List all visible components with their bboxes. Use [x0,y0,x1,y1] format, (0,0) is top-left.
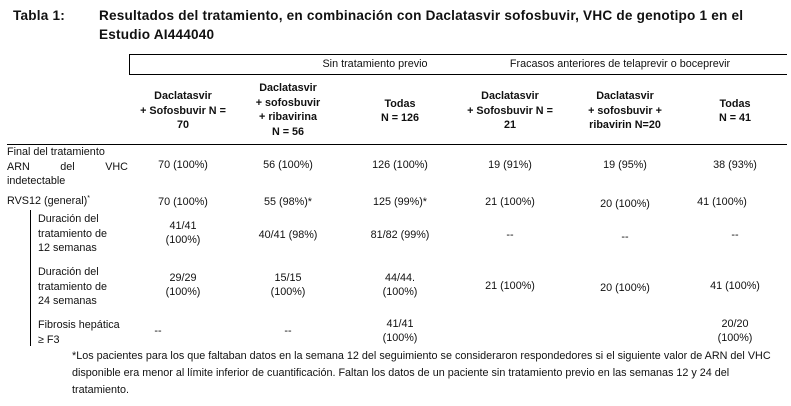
table-cell: 40/41 (98%) [258,228,318,241]
table-footnote: *Los pacientes para los que faltaban datos en la semana 12 del seguimiento se consideraron respondedores si el siguiente valor de ARN del VHC disponible era menor al límite inferior de cuantificación. Faltan los datos de un paciente sin tratamiento previo en las semanas 12 y 24 del tratamiento. [72,350,771,396]
table-cell: 20 (100%) [600,281,650,294]
column-header: Todas N = 41 [718,97,752,124]
table-cell: 81/82 (99%) [370,228,430,241]
group-rule [129,74,787,75]
row-label: Final del tratamiento ARN del VHC indetectable [7,146,128,187]
table-cell: -- [731,228,739,241]
row-label: Duración del tratamiento de 12 semanas [38,213,108,254]
table-cell: 44/44. (100%) [382,271,418,298]
table-cell: 21 (100%) [485,279,535,292]
table-cell [455,322,565,340]
table-cell: 55 (98%)* [263,195,312,208]
column-header: Todas N = 126 [380,97,420,124]
table-cell: -- [621,230,629,243]
table-cell: 15/15 (100%) [270,271,306,298]
table-cell: -- [506,228,514,241]
table-cell: 70 (100%) [158,195,208,208]
table-cell: 41 (100%) [697,195,747,208]
table-title: Resultados del tratamiento, en combinación con Daclatasvir sofosbuvir, VHC de genotipo 1 en el Estudio AI444040 [99,8,744,42]
table-cell: 20 (100%) [600,197,650,210]
table-cell: 38 (93%) [713,158,757,171]
table-cell: 56 (100%) [263,158,313,171]
column-header: Daclatasvir + Sofosbuvir N = 21 [467,90,553,132]
table-number: Tabla 1: [13,8,65,23]
table-cell: 19 (95%) [603,158,647,171]
table-cell: 21 (100%) [485,195,535,208]
table-cell: 19 (91%) [488,158,532,171]
table-cell: 70 (100%) [158,158,208,171]
table-cell: 41 (100%) [710,279,760,292]
table-cell [570,322,680,340]
group-header-failures: Fracasos anteriores de telaprevir o boceprevir [509,58,731,70]
group-header-naive: Sin tratamiento previo [322,58,428,70]
table-cell: -- [154,324,162,337]
column-header: Daclatasvir + sofosbuvir + ribavirin N=20 [588,90,662,132]
stub-rule [30,210,31,346]
table-top-rule [129,54,787,55]
row-label: Duración del tratamiento de 24 semanas [38,266,108,307]
table-cell: 20/20 (100%) [717,317,753,344]
table-cell: -- [284,324,292,337]
table-cell: 41/41 (100%) [382,317,418,344]
column-header: Daclatasvir + sofosbuvir + ribavirina N = 56 [255,82,321,138]
table-cell: 29/29 (100%) [165,271,201,298]
table-cell: 126 (100%) [372,158,428,171]
row-label: RVS12 (general)* [7,195,90,207]
table-cell: 41/41 (100%) [165,219,201,246]
row-label: Fibrosis hepática ≥ F3 [38,319,120,346]
column-header: Daclatasvir + Sofosbuvir N = 70 [140,90,226,132]
table-cell: 125 (99%)* [372,195,428,208]
table-left-rule [129,54,130,75]
